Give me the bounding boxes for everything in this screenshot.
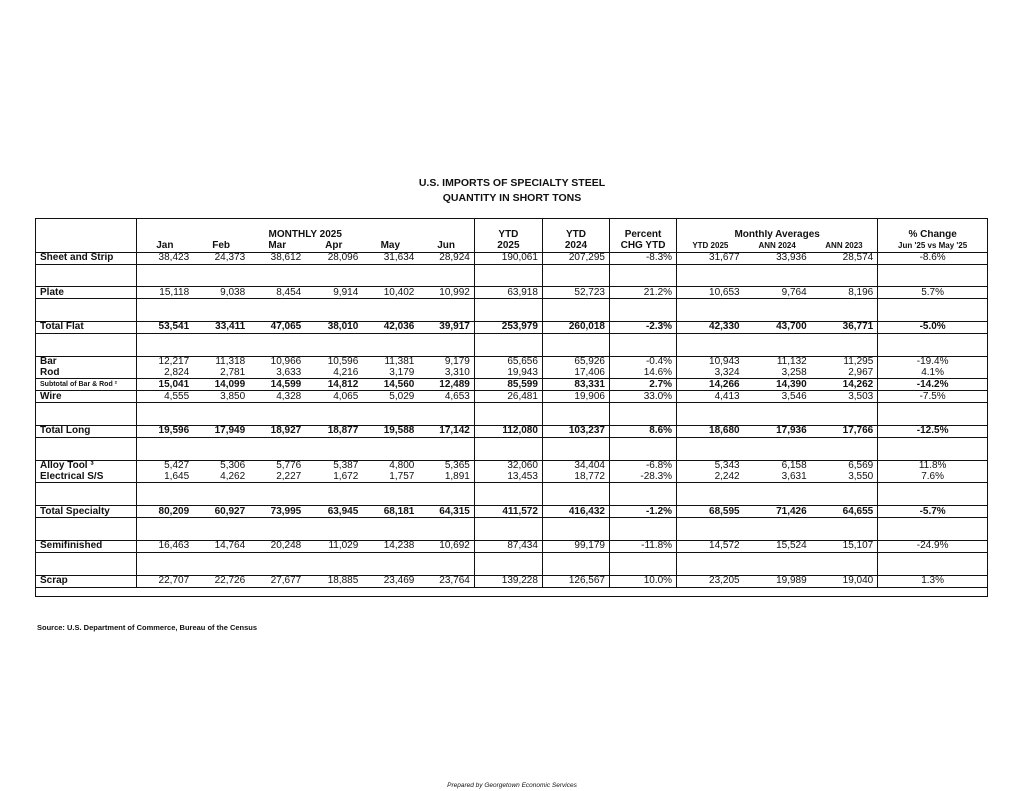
table-cell: 17,936: [744, 426, 811, 438]
table-cell: 4,328: [249, 391, 305, 403]
row-label: Electrical S/S: [36, 472, 136, 483]
table-cell: 10,402: [362, 287, 418, 299]
table-cell: 27,677: [249, 575, 305, 587]
table-cell: 8.6%: [610, 426, 677, 438]
row-label: Rod: [36, 368, 136, 379]
table-cell: 17,766: [811, 426, 878, 438]
table-cell: 19,943: [474, 368, 542, 379]
table-cell: 11,381: [384, 356, 415, 368]
month-header-jun: Jun: [418, 241, 474, 252]
table-cell: -1.2%: [610, 506, 677, 518]
table-cell: 3,324: [677, 368, 744, 379]
table-cell: 10,596: [327, 356, 359, 368]
spacer-row: [36, 437, 987, 448]
ytd-2024-header: 2024: [542, 241, 609, 252]
table-cell: 8,196: [811, 287, 878, 299]
ytd-2025-header: 2025: [474, 241, 542, 252]
month-header-feb: Feb: [193, 241, 249, 252]
table-cell: 85,599: [474, 379, 542, 391]
spacer-row: [36, 552, 987, 563]
table-cell: -7.5%: [878, 391, 987, 403]
month-header-mar: Mar: [249, 241, 305, 252]
table-cell: 6,158: [781, 460, 807, 472]
table-cell: 4,800: [389, 460, 415, 472]
table-cell: 80,209: [136, 506, 193, 518]
table-cell: 5,365: [444, 460, 470, 472]
table-cell: 53,541: [136, 322, 193, 334]
table-cell: -12.5%: [878, 426, 987, 438]
spacer-row: [36, 529, 987, 540]
spacer-row: [36, 264, 987, 275]
row-label: Scrap: [36, 575, 136, 587]
table-cell: 42,330: [677, 322, 744, 334]
table-cell: 99,179: [542, 540, 609, 552]
monthly-averages-header: Monthly Averages: [677, 230, 878, 241]
table-cell: 14,099: [193, 379, 249, 391]
table-cell: 2.7%: [610, 379, 677, 391]
table-cell: 11,318: [215, 356, 246, 368]
table-cell: 64,655: [811, 506, 878, 518]
table-row: [36, 287, 987, 299]
prepared-by-note: Prepared by Georgetown Economic Services: [447, 782, 577, 789]
table-cell: 14,812: [305, 379, 362, 391]
table-cell: 411,572: [474, 506, 542, 518]
table-cell: 1,891: [418, 472, 474, 483]
table-cell: 5,776: [276, 460, 302, 472]
table-cell: 10,992: [418, 287, 474, 299]
table-cell: 83,331: [542, 379, 609, 391]
table-cell: 4,216: [305, 368, 362, 379]
table-cell: 15,118: [136, 287, 193, 299]
row-label: Subtotal of Bar & Rod ²: [36, 379, 136, 391]
table-cell: 12,217: [136, 356, 193, 367]
table-cell: 11,029: [305, 540, 362, 552]
table-cell: 1,672: [305, 472, 362, 483]
table-cell: 4,555: [136, 391, 193, 403]
table-cell: 11,132: [776, 356, 807, 368]
table-cell: 5,306: [220, 460, 246, 472]
table-cell: 15,041: [136, 379, 193, 391]
table-cell: -0.4%: [610, 356, 677, 367]
spacer-row: [36, 275, 987, 286]
row-label: Semifinished: [36, 540, 136, 552]
table-cell: 14,266: [677, 379, 744, 391]
table-row: [36, 506, 987, 518]
table-cell: 3,310: [418, 368, 474, 379]
header-row-spacer: [36, 219, 987, 230]
table-cell: 9,764: [744, 287, 811, 299]
chg-header-top: % Change: [878, 230, 987, 241]
table-cell: 31,634: [362, 252, 418, 264]
table-cell: 3,633: [249, 368, 305, 379]
table-cell: 20,248: [249, 540, 305, 552]
table-cell: 38,612: [249, 252, 305, 264]
table-cell: -11.8%: [610, 540, 677, 552]
table-cell: 28,924: [418, 252, 474, 264]
table-row: [36, 391, 987, 403]
table-cell: -5.7%: [878, 506, 987, 518]
table-cell: 23,764: [418, 575, 474, 587]
table-row: [36, 368, 987, 379]
table-cell: 4,262: [193, 472, 249, 483]
table-cell: 4.1%: [878, 368, 987, 379]
table-cell: 103,237: [542, 426, 609, 438]
table-cell: 31,677: [677, 252, 744, 264]
table-cell: 5,029: [362, 391, 418, 403]
table-row: [36, 322, 987, 334]
spacer-row: [36, 494, 987, 505]
table-cell: 52,723: [542, 287, 609, 299]
month-header-may: May: [362, 241, 418, 252]
table-cell: 190,061: [474, 252, 542, 264]
row-label: Plate: [36, 287, 136, 299]
table-cell: 9,914: [305, 287, 362, 299]
table-cell: 17,949: [193, 426, 249, 438]
table-cell: 19,588: [362, 426, 418, 438]
table-cell: 8,454: [249, 287, 305, 299]
table-cell: 3,850: [193, 391, 249, 403]
table-cell: 4,065: [305, 391, 362, 403]
table-cell: 22,707: [136, 575, 193, 587]
pct-header-top: Percent: [610, 230, 677, 241]
table-cell: 28,574: [811, 252, 878, 264]
table-cell: 65,656: [474, 356, 542, 367]
table-cell: 71,426: [744, 506, 811, 518]
table-cell: 207,295: [542, 252, 609, 264]
table-cell: 10.0%: [610, 575, 677, 587]
table-cell: 33,411: [193, 322, 249, 334]
table-cell: 22,726: [193, 575, 249, 587]
report-subtitle: QUANTITY IN SHORT TONS: [442, 192, 582, 204]
table-cell: 10,692: [418, 540, 474, 552]
table-cell: 10,966: [270, 356, 302, 368]
table-cell: 10,653: [677, 287, 744, 299]
table-cell: -8.6%: [878, 252, 987, 264]
table-cell: 39,917: [418, 322, 474, 334]
report-title: U.S. IMPORTS OF SPECIALTY STEEL: [418, 177, 606, 189]
table-cell: 63,945: [305, 506, 362, 518]
table-cell: -5.0%: [878, 322, 987, 334]
table-cell: 47,065: [249, 322, 305, 334]
table-cell: -8.3%: [610, 252, 677, 264]
table-cell: 5,427: [136, 460, 193, 471]
table-cell: 11.8%: [878, 460, 987, 471]
table-cell: 253,979: [474, 322, 542, 334]
table-cell: 3,550: [811, 472, 878, 483]
table-cell: 3,546: [744, 391, 811, 403]
spacer-row: [36, 403, 987, 414]
table-cell: 36,771: [811, 322, 878, 334]
ytd-2024-header-top: YTD: [542, 230, 609, 241]
month-header-jan: Jan: [136, 241, 193, 252]
table-cell: 1,757: [362, 472, 418, 483]
table-cell: -14.2%: [878, 379, 987, 391]
table-cell: 7.6%: [878, 472, 987, 483]
table-cell: 14,262: [811, 379, 878, 391]
table-cell: 2,967: [811, 368, 878, 379]
table-cell: 16,463: [136, 540, 193, 552]
header-row-bottom: [36, 241, 987, 252]
table-cell: 17,142: [418, 426, 474, 438]
header-row-top: [36, 230, 987, 241]
table-cell: 43,700: [744, 322, 811, 334]
pct-chg-ytd-header: CHG YTD: [610, 241, 677, 252]
table-cell: 2,242: [677, 472, 744, 483]
table-cell: 5,387: [333, 460, 359, 472]
table-cell: 10,943: [677, 356, 744, 367]
table-cell: 11,295: [843, 356, 874, 368]
table-cell: 73,995: [249, 506, 305, 518]
table-cell: 19,989: [744, 575, 811, 587]
spacer-row: [36, 483, 987, 494]
table-row: [36, 426, 987, 438]
table-cell: 2,824: [136, 368, 193, 379]
table-cell: 60,927: [193, 506, 249, 518]
table-cell: 18,885: [305, 575, 362, 587]
table-row: [36, 356, 987, 367]
table-cell: 12,489: [418, 379, 474, 391]
monthly-group-header: MONTHLY 2025: [136, 230, 474, 241]
row-label: Wire: [36, 391, 136, 403]
table-cell: 112,080: [474, 426, 542, 438]
table-row: [36, 379, 987, 391]
table-cell: 14.6%: [610, 368, 677, 379]
table-cell: 126,567: [542, 575, 609, 587]
table-cell: 19,906: [542, 391, 609, 403]
table-cell: 33.0%: [610, 391, 677, 403]
spacer-row: [36, 518, 987, 529]
row-label: Total Flat: [36, 322, 136, 334]
spacer-row: [36, 564, 987, 575]
table-cell: 65,926: [542, 356, 609, 367]
table-cell: 34,404: [542, 460, 609, 471]
avg-ann-2023-header: ANN 2023: [811, 241, 878, 252]
table-cell: 38,010: [305, 322, 362, 334]
avg-ytd-2025-header: YTD 2025: [677, 241, 744, 252]
table-cell: 18,927: [249, 426, 305, 438]
table-cell: 3,631: [744, 472, 811, 483]
table-cell: 19,596: [136, 426, 193, 438]
table-cell: 17,406: [542, 368, 609, 379]
row-label: Bar: [40, 356, 57, 368]
table-cell: 13,453: [474, 472, 542, 483]
table-row: [36, 540, 987, 552]
row-label: Sheet and Strip: [36, 252, 136, 264]
table-cell: -19.4%: [878, 356, 987, 367]
table-cell: 87,434: [474, 540, 542, 552]
table-cell: 3,258: [744, 368, 811, 379]
spacer-row: [36, 299, 987, 310]
row-label: Total Long: [36, 426, 136, 438]
table-cell: 32,060: [474, 460, 542, 471]
table-cell: 64,315: [418, 506, 474, 518]
table-cell: 4,653: [418, 391, 474, 403]
table-cell: 14,238: [362, 540, 418, 552]
table-cell: 4,413: [677, 391, 744, 403]
table-cell: 3,179: [362, 368, 418, 379]
table-cell: 23,469: [362, 575, 418, 587]
row-label: Total Specialty: [36, 506, 136, 518]
table-cell: 139,228: [474, 575, 542, 587]
avg-ann-2024-header: ANN 2024: [744, 241, 811, 252]
table-cell: 28,096: [305, 252, 362, 264]
table-cell: 6,569: [848, 460, 874, 472]
table-cell: 14,390: [744, 379, 811, 391]
table-cell: 63,918: [474, 287, 542, 299]
table-row: [36, 252, 987, 264]
source-note: Source: U.S. Department of Commerce, Bureau of the Census: [37, 623, 258, 632]
table-cell: 9,038: [193, 287, 249, 299]
table-cell: 14,599: [249, 379, 305, 391]
table-cell: 14,764: [193, 540, 249, 552]
table-cell: 23,205: [677, 575, 744, 587]
table-cell: 24,373: [193, 252, 249, 264]
spacer-row: [36, 345, 987, 356]
table-cell: 68,181: [362, 506, 418, 518]
table-cell: 42,036: [362, 322, 418, 334]
month-header-apr: Apr: [305, 241, 362, 252]
jun-vs-may-header: Jun '25 vs May '25: [878, 241, 987, 252]
spacer-row: [36, 333, 987, 344]
table-cell: 15,107: [811, 540, 878, 552]
table-cell: 18,877: [305, 426, 362, 438]
table-cell: 33,936: [744, 252, 811, 264]
table-cell: -24.9%: [878, 540, 987, 552]
table-cell: 38,423: [136, 252, 193, 264]
imports-table: [35, 218, 988, 597]
table-cell: -2.3%: [610, 322, 677, 334]
table-cell: 14,572: [677, 540, 744, 552]
table-row: [36, 472, 987, 483]
table-cell: 260,018: [542, 322, 609, 334]
table-cell: 19,040: [811, 575, 878, 587]
table-cell: 26,481: [474, 391, 542, 403]
table-cell: 21.2%: [610, 287, 677, 299]
spacer-row: [36, 414, 987, 425]
table-cell: -28.3%: [610, 472, 677, 483]
table-cell: 2,227: [249, 472, 305, 483]
table-cell: 18,772: [542, 472, 609, 483]
table-cell: 3,503: [811, 391, 878, 403]
table-cell: 14,560: [362, 379, 418, 391]
table-row: [36, 460, 987, 471]
ytd-2025-header-top: YTD: [474, 230, 542, 241]
table-cell: 9,179: [444, 356, 470, 368]
table-cell: 416,432: [542, 506, 609, 518]
spacer-row: [36, 449, 987, 460]
table-cell: 1.3%: [878, 575, 987, 587]
table-cell: 5,343: [677, 460, 744, 471]
table-row: [36, 575, 987, 587]
table-cell: 5.7%: [878, 287, 987, 299]
row-label: Alloy Tool ³: [40, 460, 94, 472]
table-cell: 2,781: [193, 368, 249, 379]
table-cell: 68,595: [677, 506, 744, 518]
table-cell: 1,645: [136, 472, 193, 483]
table-cell: 15,524: [744, 540, 811, 552]
table-cell: -6.8%: [610, 460, 677, 471]
table-cell: 18,680: [677, 426, 744, 438]
spacer-row: [36, 310, 987, 321]
